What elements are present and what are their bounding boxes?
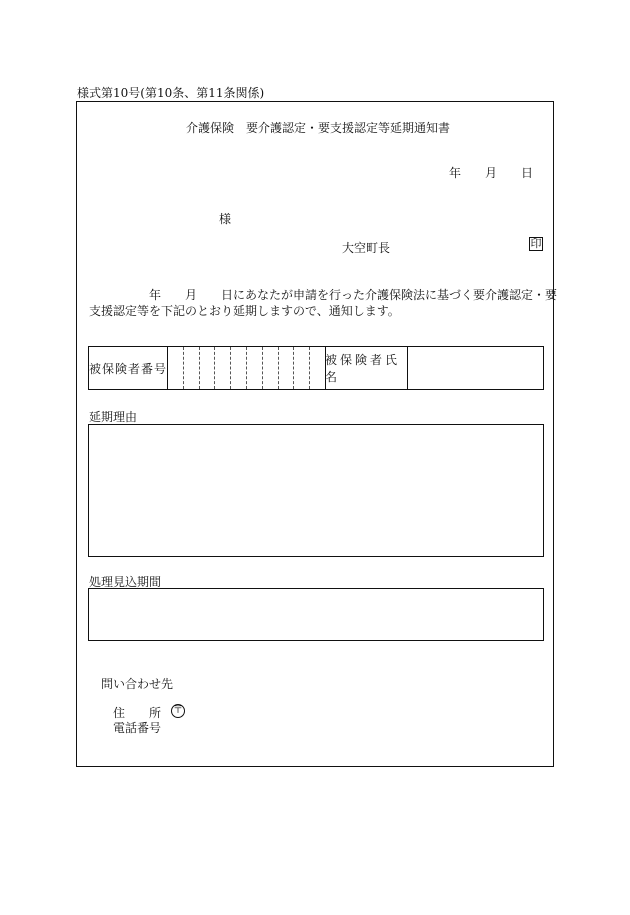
- notice-title: 介護保険 要介護認定・要支援認定等延期通知書: [186, 121, 451, 135]
- period-box[interactable]: [88, 588, 544, 641]
- insured-number-label: 被保険者番号: [89, 361, 168, 376]
- body-text-line1: 日にあなたが申請を行った介護保険法に基づく要介護認定・要: [221, 288, 558, 302]
- form-number: 様式第10号(第10条、第11条関係): [77, 86, 265, 100]
- date-year-label: 年: [449, 166, 462, 180]
- addressee-suffix: 様: [219, 212, 232, 226]
- digit-separator: [293, 347, 294, 389]
- insured-name-label: 被保険者氏名: [325, 353, 401, 384]
- date-month-label: 月: [485, 166, 498, 180]
- digit-separator: [214, 347, 215, 389]
- reason-label: 延期理由: [89, 410, 138, 424]
- digit-separator: [183, 347, 184, 389]
- insured-name-field[interactable]: [408, 347, 543, 389]
- table-divider: [167, 347, 168, 389]
- digit-separator: [246, 347, 247, 389]
- digit-separator: [230, 347, 231, 389]
- contact-address-label: 住 所: [113, 706, 162, 720]
- contact-phone-label: 電話番号: [113, 721, 162, 735]
- body-month-label: 月: [185, 288, 198, 302]
- reason-box[interactable]: [88, 424, 544, 557]
- body-text-line2: 支援認定等を下記のとおり延期しますので、通知します。: [89, 304, 400, 318]
- digit-separator: [199, 347, 200, 389]
- body-year-label: 年: [149, 288, 162, 302]
- seal-mark: 印: [530, 237, 542, 250]
- contact-heading: 問い合わせ先: [101, 677, 174, 691]
- period-label: 処理見込期間: [89, 575, 162, 589]
- postal-mark-icon: 〒: [173, 705, 183, 716]
- date-day-label: 日: [521, 166, 534, 180]
- insured-info-table: [88, 346, 544, 390]
- issuer-name: 大空町長: [342, 241, 391, 255]
- digit-separator: [278, 347, 279, 389]
- digit-separator: [262, 347, 263, 389]
- digit-separator: [309, 347, 310, 389]
